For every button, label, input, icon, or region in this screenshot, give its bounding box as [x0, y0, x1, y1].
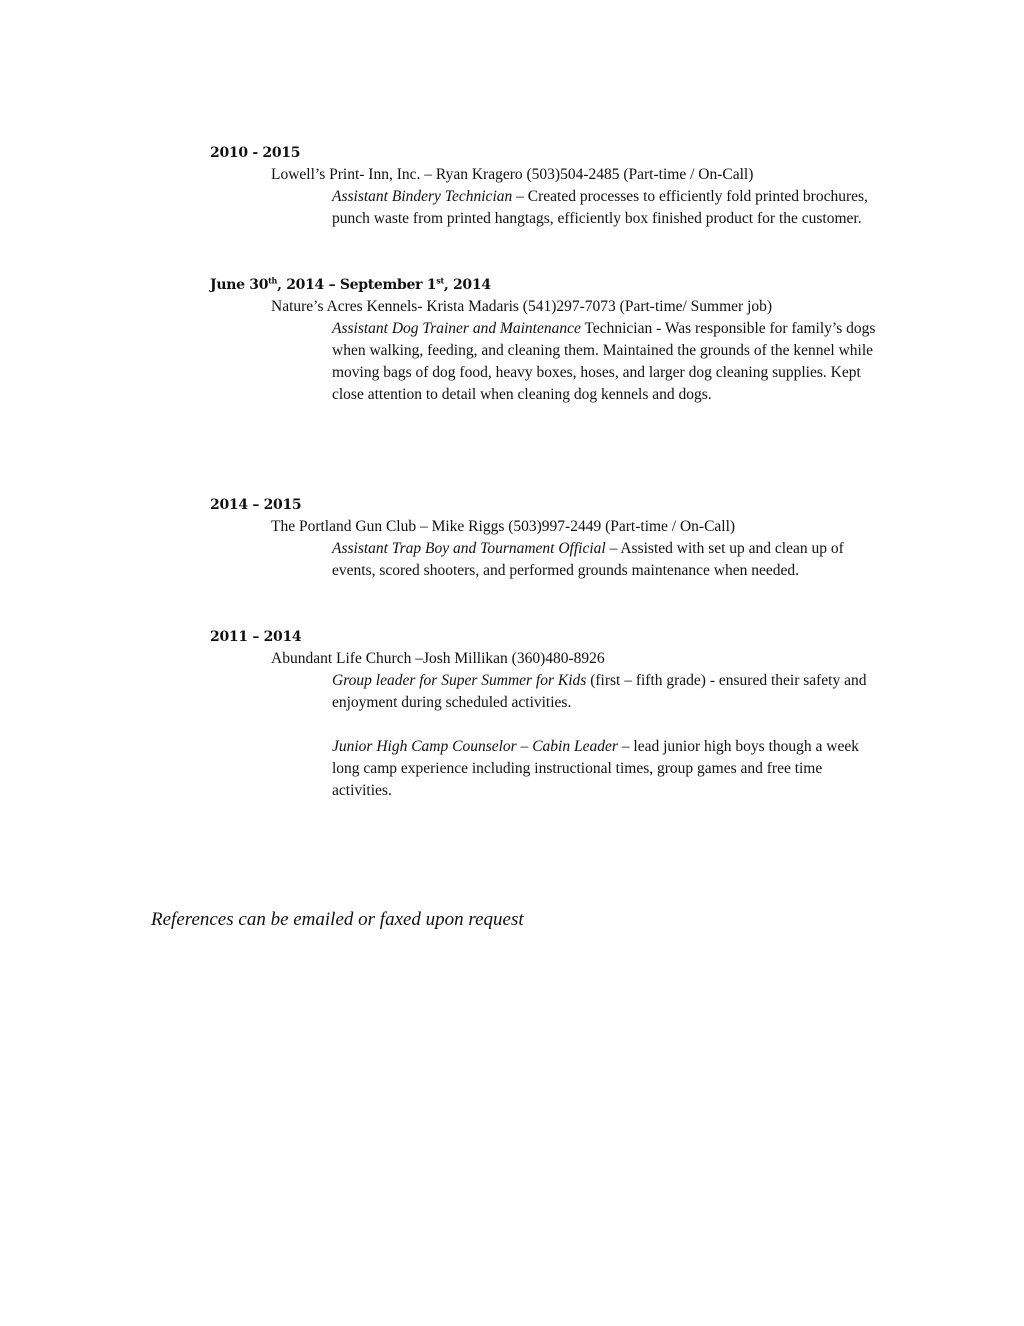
experience-entry	[210, 274, 890, 406]
role-text: – lead junior high boys though a week long camp experience including instructional times, group games and free time activities.	[332, 738, 859, 799]
entry-employer: The Portland Gun Club – Mike Riggs (503)997-2449 (Part-time / On-Call)	[271, 518, 736, 535]
entry-description	[332, 186, 877, 230]
date-part: , 2014	[443, 277, 491, 293]
experience-entry	[210, 142, 890, 230]
role-title: Assistant Bindery Technician	[332, 188, 513, 205]
date-ordinal: st	[436, 275, 444, 286]
entry-description	[332, 670, 877, 714]
date-part: , 2014 – September 1	[277, 277, 437, 293]
experience-entry	[210, 626, 890, 802]
entry-date	[210, 274, 890, 296]
entry-description	[332, 318, 877, 406]
entry-date: 2014 – 2015	[210, 497, 302, 513]
role-title: Assistant Trap Boy and Tournament Official	[332, 540, 606, 557]
entry-employer: Nature’s Acres Kennels- Krista Madaris (541)297-7073 (Part-time/ Summer job)	[271, 298, 773, 315]
role-text: (first – fifth grade) - ensured their safety and enjoyment during scheduled activities.	[332, 672, 867, 711]
entry-employer: Abundant Life Church –Josh Millikan (360)480-8926	[271, 650, 605, 667]
entry-date: 2011 – 2014	[210, 629, 302, 645]
role-title: Junior High Camp Counselor – Cabin Leader	[332, 738, 618, 755]
role-text: – Created processes to efficiently fold printed brochures, punch waste from printed hangtags, efficiently box finished product for the customer.	[332, 188, 868, 227]
role-title: Group leader for Super Summer for Kids	[332, 672, 587, 689]
entry-description	[332, 538, 877, 582]
entry-date: 2010 - 2015	[210, 145, 301, 161]
entry-employer: Lowell’s Print- Inn, Inc. – Ryan Kragero (503)504-2485 (Part-time / On-Call)	[271, 166, 754, 183]
role-text: Technician - Was responsible for family’s dogs when walking, feeding, and cleaning them. Maintained the grounds of the kennel while moving bags of dog food, heavy boxes, hoses, and larger dog cleaning supplies. Kept close attention to detail when cleaning dog kennels and dogs.	[332, 320, 876, 403]
references-note: References can be emailed or faxed upon request	[151, 909, 524, 930]
role-title: Assistant Dog Trainer and Maintenance	[332, 320, 581, 337]
role-text: – Assisted with set up and clean up of events, scored shooters, and performed grounds maintenance when needed.	[332, 540, 844, 579]
entry-description	[332, 736, 877, 802]
experience-entry	[210, 494, 890, 582]
date-part: June 30	[210, 277, 269, 293]
date-ordinal: th	[268, 275, 278, 286]
